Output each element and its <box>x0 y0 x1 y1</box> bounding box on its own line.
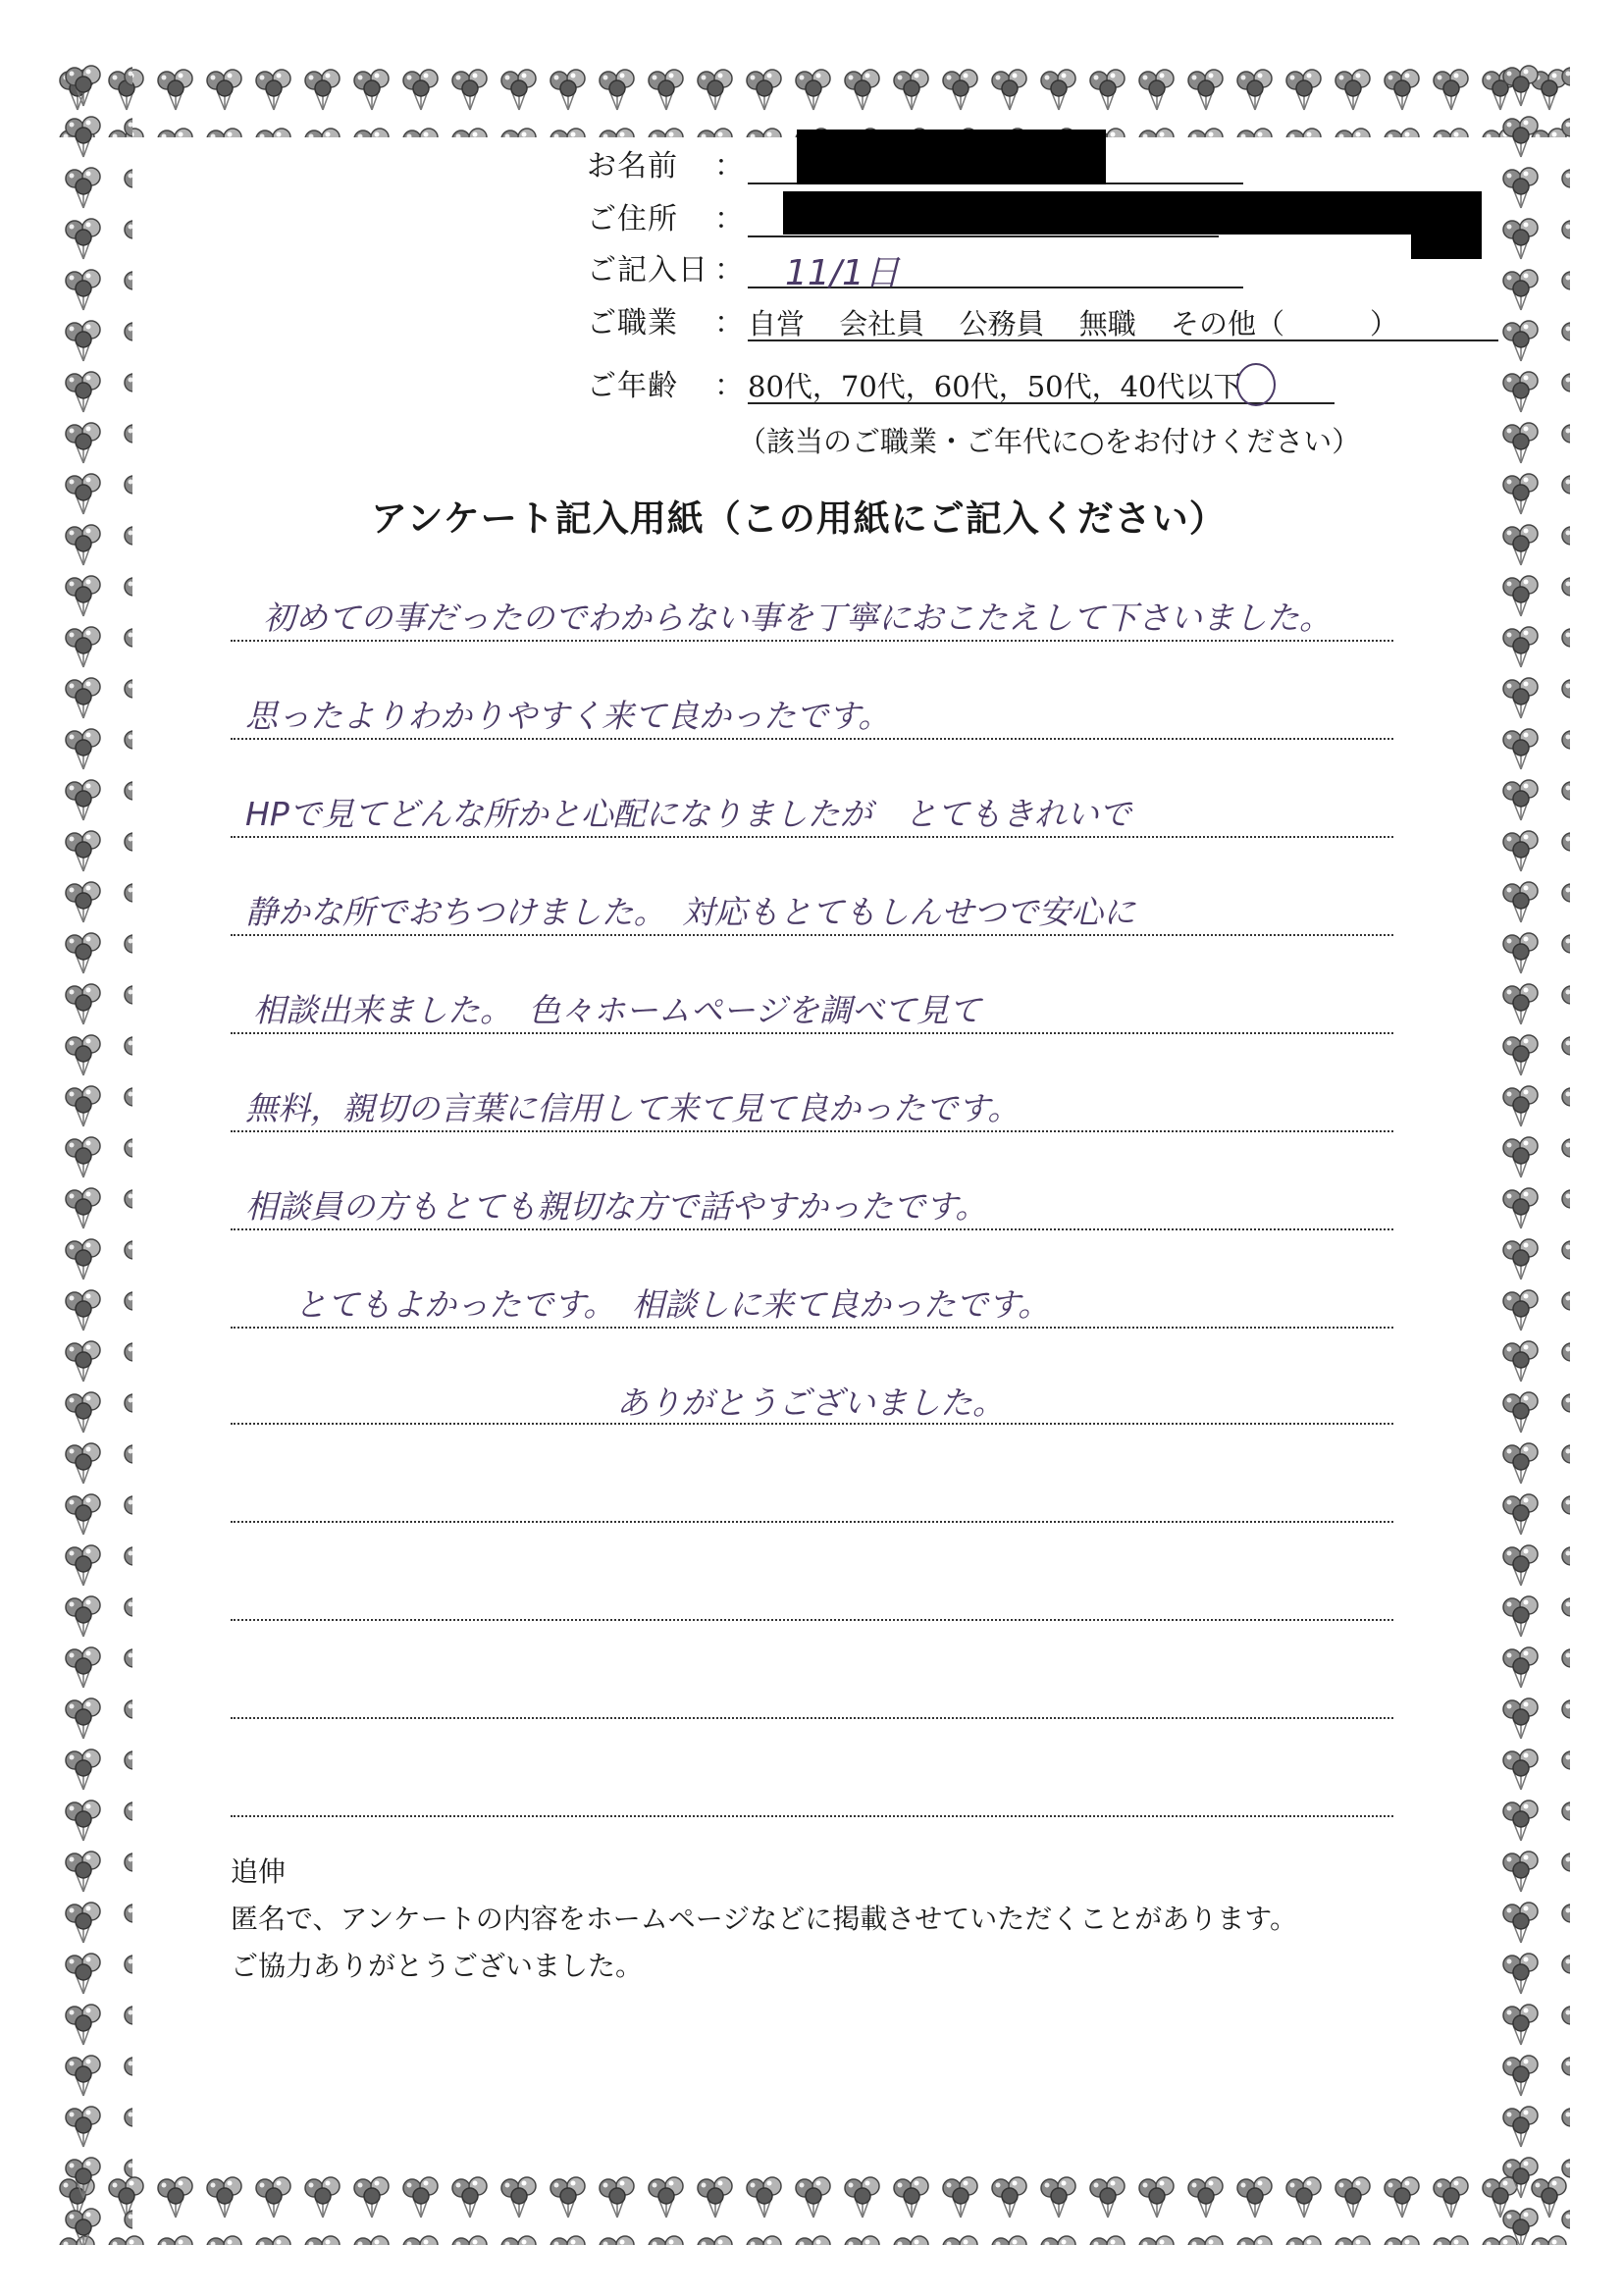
address-redaction-tail <box>1411 232 1482 259</box>
ruled-line <box>231 1327 1393 1329</box>
name-colon: ： <box>714 149 744 183</box>
postscript-heading: 追伸 <box>231 1855 287 1888</box>
address-redaction <box>783 191 1482 235</box>
ruled-line <box>231 738 1393 740</box>
ruled-line <box>231 1815 1393 1817</box>
occupation-options <box>748 306 1424 341</box>
ruled-line <box>231 1130 1393 1132</box>
answer-line-7: 相談員の方もとても親切な方で話やすかったです。 <box>245 1187 988 1226</box>
answer-line-6: 無料，親切の言葉に信用して来て見て良かったです。 <box>245 1089 1021 1127</box>
address-colon: ： <box>714 202 744 236</box>
answer-line-3: HPで見てどんな所かと心配になりましたが とてもきれいで <box>245 795 1131 833</box>
age-options: 80代，70代，60代，50代，40代以下 <box>748 370 1242 403</box>
name-redaction <box>797 130 1106 184</box>
occupation-option-self: 自営 <box>748 307 806 340</box>
answer-line-1: 初めての事だったのでわからない事を丁寧におこたえして下さいました。 <box>263 599 1332 637</box>
ruled-line <box>231 1228 1393 1230</box>
date-value: 11/1日 <box>785 253 900 293</box>
balloon-frame-left-icon <box>54 59 132 2245</box>
date-colon: ： <box>714 253 744 287</box>
occupation-label: ご職業 <box>587 306 678 340</box>
ruled-line <box>231 934 1393 936</box>
occupation-underline <box>748 339 1498 341</box>
date-label: ご記入日 <box>587 253 708 287</box>
answer-line-2: 思ったよりわかりやすく来て良かったです。 <box>245 697 891 735</box>
ruled-line <box>231 640 1393 642</box>
form-title: アンケート記入用紙（この用紙にご記入ください） <box>371 497 1227 540</box>
age-colon: ： <box>714 369 744 403</box>
occupation-option-unemployed: 無職 <box>1078 307 1136 340</box>
address-label: ご住所 <box>587 202 678 236</box>
ruled-line <box>231 1521 1393 1523</box>
postscript-line-2: ご協力ありがとうございました。 <box>231 1950 644 1982</box>
answer-line-5: 相談出来ました。 色々ホームページを調べて見て <box>253 991 981 1029</box>
address-underline <box>748 235 1219 237</box>
age-selection-circle <box>1236 363 1276 406</box>
occupation-option-other: その他（ ） <box>1170 307 1398 340</box>
ruled-line <box>231 1032 1393 1034</box>
ruled-line <box>231 1717 1393 1719</box>
age-label: ご年齢 <box>587 369 678 403</box>
answer-line-4: 静かな所でおちつけました。 対応もとてもしんせつで安心に <box>245 893 1136 931</box>
answer-line-8: とてもよかったです。 相談しに来て良かったです。 <box>294 1285 1051 1324</box>
occupation-colon: ： <box>714 306 744 340</box>
balloon-frame-right-icon <box>1492 59 1570 2245</box>
balloon-frame-bottom-icon <box>54 2166 1570 2245</box>
answer-line-9: ありがとうございました。 <box>616 1383 1005 1422</box>
occupation-option-employee: 会社員 <box>839 307 925 340</box>
postscript-line-1: 匿名で、アンケートの内容をホームページなどに掲載させていただくことがあります。 <box>231 1903 1297 1935</box>
name-label: お名前 <box>587 149 678 183</box>
ruled-line <box>231 836 1393 838</box>
selection-instruction-note: （該当のご職業・ご年代に○をお付けください） <box>738 425 1361 458</box>
balloon-frame-top-icon <box>54 59 1570 137</box>
occupation-option-civil-servant: 公務員 <box>959 307 1045 340</box>
ruled-line <box>231 1619 1393 1621</box>
